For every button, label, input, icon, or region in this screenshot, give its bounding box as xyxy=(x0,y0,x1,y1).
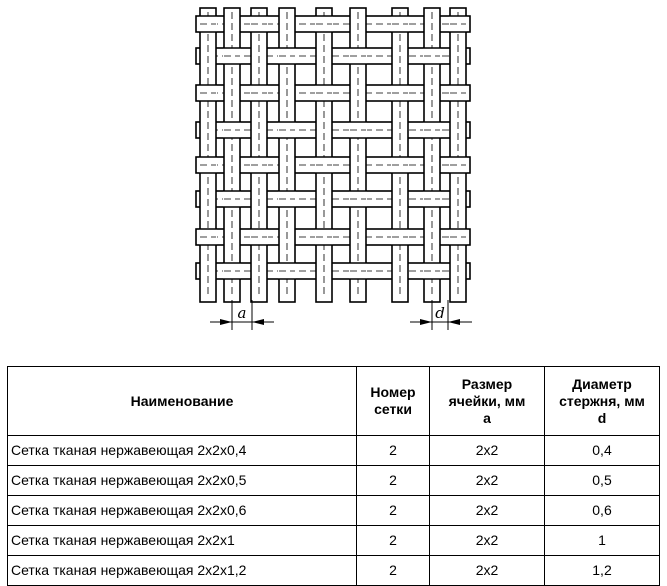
dim-d-label: d xyxy=(435,304,445,322)
table-row xyxy=(8,466,660,496)
row-cell-size: 2х2 xyxy=(430,436,545,466)
table-row xyxy=(8,496,660,526)
row-cell-size: 2х2 xyxy=(430,526,545,556)
header-cell-size-line3: a xyxy=(483,409,491,426)
row-name: Сетка тканая нержавеющая 2х2х1 xyxy=(8,526,357,556)
header-number xyxy=(357,367,430,436)
header-cell-size xyxy=(430,367,545,436)
row-number: 2 xyxy=(357,556,430,586)
row-cell-size: 2х2 xyxy=(430,556,545,586)
dim-a-label: a xyxy=(237,304,247,322)
header-diameter-line3: d xyxy=(597,409,607,426)
dim-d-arrow-left xyxy=(420,319,432,325)
table-row xyxy=(8,556,660,586)
dim-d-arrow-right xyxy=(448,319,460,325)
header-diameter-line1: Диаметр xyxy=(572,375,632,392)
row-name: Сетка тканая нержавеющая 2х2х0,6 xyxy=(8,496,357,526)
row-number: 2 xyxy=(357,496,430,526)
header-cell-size-line1: Размер xyxy=(461,375,513,392)
header-number-line2: сетки xyxy=(374,401,412,417)
weave-pattern xyxy=(196,8,470,302)
header-diameter xyxy=(545,367,660,436)
row-name: Сетка тканая нержавеющая 2х2х0,4 xyxy=(8,436,357,466)
row-diameter: 1,2 xyxy=(545,556,660,586)
row-cell-size: 2х2 xyxy=(430,496,545,526)
row-number: 2 xyxy=(357,466,430,496)
dim-a-arrow-right xyxy=(252,319,264,325)
row-number: 2 xyxy=(357,526,430,556)
row-diameter: 1 xyxy=(545,526,660,556)
header-cell-size-line2: ячейки, мм xyxy=(448,392,526,409)
row-name: Сетка тканая нержавеющая 2х2х0,5 xyxy=(8,466,357,496)
row-diameter: 0,6 xyxy=(545,496,660,526)
header-name-text: Наименование xyxy=(130,392,234,409)
dimension-lines xyxy=(210,300,472,330)
table-row xyxy=(8,526,660,556)
row-diameter: 0,5 xyxy=(545,466,660,496)
specification-table xyxy=(7,366,660,586)
table-header-row xyxy=(8,367,660,436)
row-number: 2 xyxy=(357,436,430,466)
header-diameter-line2: стержня, мм xyxy=(559,392,645,409)
header-name xyxy=(8,367,357,436)
row-name: Сетка тканая нержавеющая 2х2х1,2 xyxy=(8,556,357,586)
row-diameter: 0,4 xyxy=(545,436,660,466)
header-number-line1: Номер xyxy=(370,384,416,400)
dim-a-arrow-left xyxy=(220,319,232,325)
table-row xyxy=(8,436,660,466)
row-cell-size: 2х2 xyxy=(430,466,545,496)
